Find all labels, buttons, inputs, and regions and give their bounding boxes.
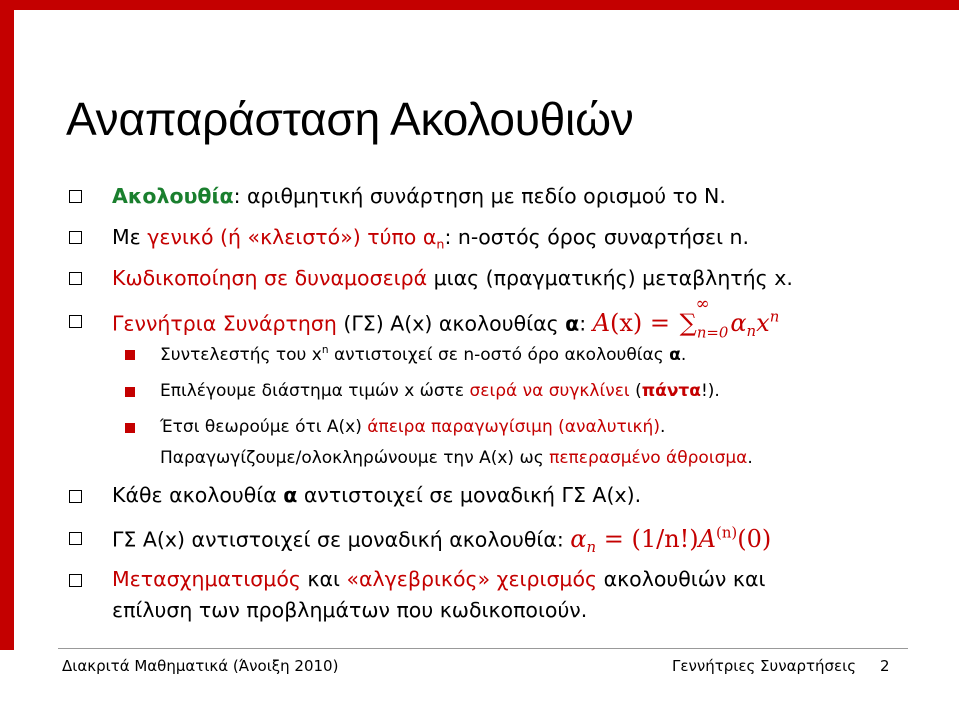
bullet-closed-formula: Με γενικό (ή «κλειστό») τύπο $\alpha_n$: n-οστός όρος συναρτήσει n. (112, 225, 750, 252)
subbullet-analytic-continued: Παραγωγίζουμε/ολοκληρώνουμε την Α(x) ως πεπερασμένο άθροισμα. (160, 448, 753, 468)
bullet-unique-gf: Κάθε ακολουθία α αντιστοιχεί σε μοναδική ΓΣ Α(x). (112, 483, 642, 507)
footer-page-number: 2 (880, 657, 890, 675)
footer-course: Διακριτά Μαθηματικά (Άνοιξη 2010) (62, 657, 339, 675)
bullet-sequence-definition: Ακολουθία: αριθμητική συνάρτηση με πεδίο ορισμού το Ν. (112, 184, 726, 208)
subbullet-coefficient: Συντελεστής του $x^n$ αντιστοιχεί σε n-οστό όρο ακολουθίας α. (160, 344, 687, 365)
summation-symbol: ∑ ∞ $_{n=0}$ (679, 292, 729, 342)
hollow-square-bullet-icon (69, 532, 82, 545)
hollow-square-bullet-icon (69, 315, 82, 328)
top-accent-bar (0, 0, 959, 10)
filled-square-bullet-icon (125, 423, 135, 433)
bullet-transformation-continued: επίλυση των προβλημάτων που κωδικοποιούν. (112, 598, 588, 622)
filled-square-bullet-icon (125, 387, 135, 397)
hollow-square-bullet-icon (69, 231, 82, 244)
slide-title: Αναπαράσταση Ακολουθιών (66, 93, 634, 145)
generating-function-formula: A(x) = ∑ ∞ $_{n=0}\alpha_nx^n$ (592, 292, 780, 342)
footer-divider (58, 648, 908, 649)
bullet-transformation: Μετασχηματισμός και «αλγεβρικός» χειρισμός ακολουθιών και (112, 567, 766, 591)
filled-square-bullet-icon (125, 350, 135, 360)
footer-topic: Γεννήτριες Συναρτήσεις (672, 657, 857, 675)
bullet-generating-function: Γεννήτρια Συνάρτηση (ΓΣ) A(x) ακολουθίας α: A(x) = ∑ ∞ $_{n=0}\alpha_nx^n$ (112, 292, 780, 342)
subbullet-analytic: Έτσι θεωρούμε ότι Α(x) άπειρα παραγωγίσιμη (αναλυτική). (160, 417, 666, 437)
bullet-unique-sequence: ΓΣ Α(x) αντιστοιχεί σε μοναδική ακολουθία: $\alpha_n = (1/n!)A^{(n)}(0)$ (112, 523, 772, 556)
term-sequence: Ακολουθία (112, 184, 234, 208)
hollow-square-bullet-icon (69, 490, 82, 503)
left-accent-bar (0, 10, 14, 650)
hollow-square-bullet-icon (69, 272, 82, 285)
coefficient-formula: $\alpha_n = (1/n!)A^{(n)}(0)$ (570, 523, 772, 556)
hollow-square-bullet-icon (69, 574, 82, 587)
subbullet-convergence: Επιλέγουμε διάστημα τιμών x ώστε σειρά να συγκλίνει (πάντα!). (160, 381, 720, 401)
bullet-power-series-encoding: Κωδικοποίηση σε δυναμοσειρά μιας (πραγματικής) μεταβλητής x. (112, 266, 793, 290)
hollow-square-bullet-icon (69, 190, 82, 203)
